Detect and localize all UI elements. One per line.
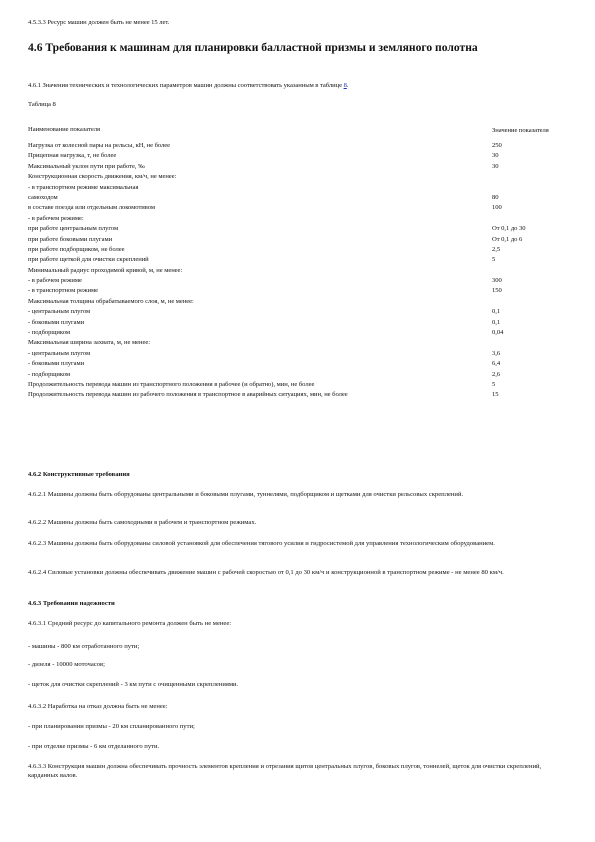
- intro-paragraph: [28, 82, 348, 90]
- spec-table: [28, 118, 552, 402]
- top-note: 4.5.3.3 Ресурс машин должен быть не менее 15 лет.: [28, 19, 170, 26]
- row-name: - боковыми плугами: [28, 318, 85, 326]
- paragraph: - дизеля - 10000 моточасов;: [28, 661, 105, 668]
- intro-end: .: [346, 82, 349, 89]
- paragraph: - при отделке призмы - 6 км отделанного пути.: [28, 743, 160, 750]
- table-row: [28, 142, 552, 152]
- row-name: Минимальный радиус проходимой кривой, м, не менее:: [28, 266, 183, 274]
- row-value: 30: [492, 162, 499, 170]
- table-row: [28, 287, 552, 297]
- table-caption: Таблица 8: [28, 101, 56, 108]
- row-name: в составе поезда или отдельным локомотивом: [28, 204, 156, 212]
- row-value: 3,6: [492, 349, 501, 357]
- table-row: [28, 246, 552, 256]
- row-name: при работе центральным плугом: [28, 225, 119, 233]
- table-row: [28, 391, 552, 401]
- table-row: [28, 319, 552, 329]
- row-name: Максимальная толщина обрабатываемого слоя, м, не менее:: [28, 297, 194, 305]
- table-row: [28, 298, 552, 308]
- row-name: - в транспортном режиме: [28, 287, 98, 295]
- row-value: 0,1: [492, 308, 501, 316]
- subsection-heading: 4.6.2 Конструктивные требования: [28, 471, 130, 478]
- row-name: - центральным плугом: [28, 308, 91, 316]
- table-row: [28, 163, 552, 173]
- row-name: Прицепная нагрузка, т, не более: [28, 152, 117, 160]
- row-name: Максимальная ширина захвата, м, не менее:: [28, 339, 150, 347]
- row-value: От 0,1 до 30: [492, 225, 526, 233]
- table-row: [28, 360, 552, 370]
- paragraph: 4.6.2.2 Машины должны быть самоходными в рабочем и транспортном режимах.: [28, 519, 257, 526]
- row-value: 0,04: [492, 329, 504, 337]
- table-row: [28, 215, 552, 225]
- paragraph: 4.6.3.1 Средний ресурс до капитального ремонта должен быть не менее:: [28, 620, 232, 627]
- section-title: 4.6 Требования к машинам для планировки балластной призмы и земляного полотна: [28, 41, 478, 54]
- table-row: [28, 350, 552, 360]
- row-value: От 0,1 до 6: [492, 235, 523, 243]
- table-row: [28, 308, 552, 318]
- table-reference-link[interactable]: 8: [343, 82, 347, 89]
- row-value: 300: [492, 277, 502, 285]
- row-value: 250: [492, 142, 502, 149]
- table-row: [28, 339, 552, 349]
- row-value: [492, 298, 552, 308]
- row-name: - подборщиком: [28, 370, 70, 378]
- header-value: [492, 118, 552, 142]
- paragraph: 4.6.2.1 Машины должны быть оборудованы центральными и боковыми плугами, туннелями, подборщиком и щетками для очистки рельсовых скреплений.: [28, 491, 464, 498]
- table-row: [28, 152, 552, 162]
- row-name: - центральным плугом: [28, 349, 91, 357]
- spec-table-body: [28, 118, 552, 402]
- row-value: 0,1: [492, 318, 501, 326]
- row-value: 150: [492, 287, 502, 295]
- row-value: 6,4: [492, 360, 501, 368]
- row-name: при работе боковыми плугами: [28, 235, 113, 243]
- paragraph: 4.6.2.4 Силовые установки должны обеспечивать движение машин с рабочей скоростью от 0,1 до 30 км/ч и конструкционной в транспортном режиме - не менее 80 км/ч.: [28, 569, 504, 576]
- row-name: - в рабочем режиме:: [28, 214, 84, 222]
- table-row: [28, 173, 552, 183]
- table-row: [28, 184, 552, 194]
- table-row: [28, 225, 552, 235]
- row-name: - в транспортном режиме максимальная: [28, 183, 139, 191]
- row-name: - подборщиком: [28, 329, 70, 337]
- paragraph: 4.6.3.2 Наработка на отказ должна быть не менее:: [28, 703, 168, 710]
- row-value: 2,6: [492, 370, 501, 378]
- table-row: [28, 277, 552, 287]
- table-row: [28, 371, 552, 381]
- row-value: [492, 184, 552, 194]
- row-name: при работе подборщиком, не более: [28, 245, 125, 253]
- row-name: Продолжительность перевода машин из транспортного положения в рабочее (и обратно), мин, не более: [28, 380, 315, 388]
- row-name: - в рабочем режиме: [28, 277, 82, 285]
- row-name: - боковыми плугами: [28, 360, 85, 368]
- row-value: [492, 339, 552, 349]
- row-name: Максимальный уклон пути при работе, ‰: [28, 162, 145, 170]
- table-row: [28, 194, 552, 204]
- row-value: 5: [492, 256, 496, 264]
- row-name: Нагрузка от колесной пары на рельсы, кН, не более: [28, 142, 171, 149]
- row-value: 100: [492, 204, 502, 212]
- row-name: Конструкционная скорость движения, км/ч, не менее:: [28, 173, 177, 181]
- paragraph: - машины - 800 км отработанного пути;: [28, 643, 140, 650]
- table-row: [28, 267, 552, 277]
- row-value: [492, 215, 552, 225]
- paragraph: 4.6.3.3 Конструкция машин должна обеспечивать прочность элементов крепления и отрезания щитов центральных плугов, боковых плугов, тоннелей, щеток для очистки скреплений, карданных валов.: [28, 763, 542, 779]
- row-value: 5: [492, 380, 496, 388]
- table-header-row: [28, 118, 552, 142]
- row-value: 2,5: [492, 245, 501, 253]
- paragraph: - при планировании призмы - 20 км спланированного пути;: [28, 723, 195, 730]
- row-name: при работе щеткой для очистки скреплений: [28, 256, 149, 264]
- header-value-text: Значение показателя: [492, 126, 549, 134]
- subsection-heading: 4.6.3 Требования надежности: [28, 600, 115, 607]
- table-row: [28, 256, 552, 266]
- paragraph: - щеток для очистки скреплений - 3 км пути с очищенными скреплениями.: [28, 681, 239, 688]
- row-value: 80: [492, 193, 499, 201]
- table-row: [28, 329, 552, 339]
- row-value: [492, 173, 552, 183]
- paragraph: 4.6.2.3 Машины должны быть оборудованы силовой установкой для обеспечения тягового усилия и гидросистемой для управления технологическим оборудованием.: [28, 540, 495, 547]
- row-value: 30: [492, 152, 499, 160]
- table-row: [28, 204, 552, 214]
- table-row: [28, 236, 552, 246]
- header-name: Наименование показателя: [28, 126, 100, 133]
- row-value: 15: [492, 391, 499, 399]
- intro-text: 4.6.1 Значения технических и технологических параметров машин должны соответствовать указанным в таблице: [28, 82, 344, 89]
- row-name: самоходом: [28, 193, 58, 201]
- table-row: [28, 381, 552, 391]
- row-name: Продолжительность перевода машин из рабочего положения в транспортное в аварийных ситуациях, мин, не более: [28, 391, 348, 399]
- row-value: [492, 267, 552, 277]
